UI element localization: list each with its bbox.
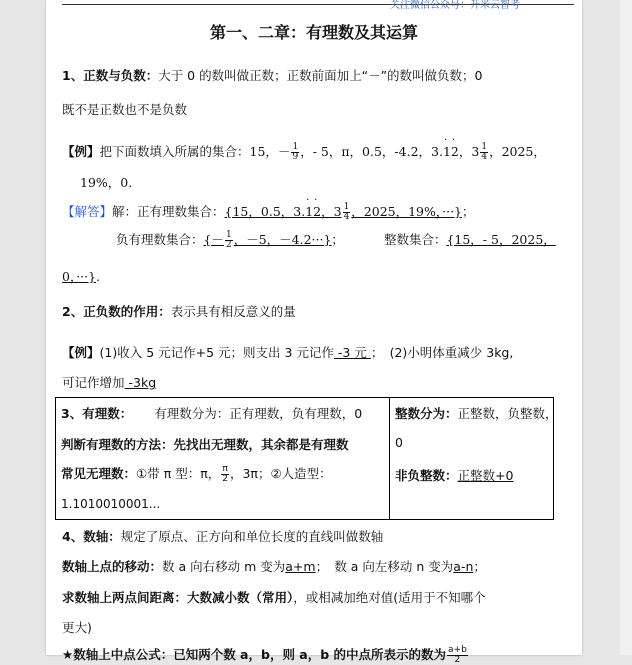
fraction-1-2 xyxy=(225,231,233,250)
box-left-line-2 xyxy=(61,435,349,453)
example-1-mid2: ，3 xyxy=(458,144,480,159)
example-2-text3: 可记作增加 xyxy=(62,375,125,390)
repeat-digit-b: · 2 xyxy=(451,144,459,159)
frac-num: π xyxy=(222,464,228,474)
frac-den: 4 xyxy=(481,152,488,162)
distance-text: ，或相减加绝对值(适用于不知哪个 xyxy=(293,590,486,605)
frac-den: 2 xyxy=(222,474,228,484)
example-2-blank2: -3kg xyxy=(124,375,157,390)
nonneg-heading: 非负整数： xyxy=(395,468,458,483)
frac-den: 4 xyxy=(343,212,350,222)
section-2-text: 表示具有相反意义的量 xyxy=(170,304,296,319)
section-2-line xyxy=(62,302,296,320)
fraction-1-9 xyxy=(291,143,299,162)
section-4-line-5 xyxy=(62,645,469,665)
box-right-line-1 xyxy=(395,404,558,422)
integer-set-end: . xyxy=(96,269,101,284)
move-a: 数 a 向右移动 m 变为 xyxy=(162,559,286,574)
box-right-line-3 xyxy=(395,466,513,484)
section-4-heading: 4、数轴： xyxy=(62,529,121,544)
example-2-label: 【例】 xyxy=(62,345,100,360)
section-1-text: 大于 0 的数叫做正数；正数前面加上“－”的数叫做负数；0 xyxy=(158,68,483,83)
section-2-heading: 2、正负数的作用： xyxy=(62,304,171,319)
box-left-line-3 xyxy=(61,464,332,484)
example-2-text1: (1)收入 5 元记作+5 元；则支出 3 元记作 xyxy=(99,345,334,360)
section-4-text: 规定了原点、正方向和单位长度的直线叫做数轴 xyxy=(120,529,384,544)
frac-num: 1 xyxy=(225,230,232,240)
box-left-line-1 xyxy=(61,404,362,422)
fraction-midpoint xyxy=(447,646,468,665)
repeat-digit-a: · 1 xyxy=(305,204,313,219)
negative-set-end: ； xyxy=(331,232,344,247)
box-right-line-2: 0 xyxy=(395,435,403,450)
example-1-text: 把下面数填入所属的集合：15， xyxy=(99,144,278,159)
positive-set xyxy=(224,202,463,222)
header-text: 关注微信公众号：升米云智考 xyxy=(390,0,520,11)
repeat-digit-b: · 2 xyxy=(313,204,321,219)
answer-1-line-3 xyxy=(62,267,100,285)
judge-heading: 判断有理数的方法： xyxy=(61,437,174,452)
example-2-line-1 xyxy=(62,343,513,361)
fraction-1-4 xyxy=(343,203,351,222)
example-2-blank1: -3 元 xyxy=(333,345,371,360)
example-1-mid: ，- 5，π，0.5，-4.2，3. xyxy=(300,144,443,159)
vertical-scrollbar[interactable] xyxy=(620,0,632,655)
fraction-1-4 xyxy=(480,143,488,162)
section-4-line-1 xyxy=(62,527,383,545)
integer-text: 正整数，负整数， xyxy=(457,406,558,421)
negative-set-a: {－ xyxy=(203,232,224,247)
section-4-line-2 xyxy=(62,557,486,575)
move-heading: 数轴上点的移动： xyxy=(62,559,163,574)
frac-den: 9 xyxy=(292,152,299,162)
answer-prefix: 解：正有理数集合： xyxy=(112,204,225,219)
frac-num: 1 xyxy=(343,202,350,212)
rational-number-table xyxy=(55,397,558,520)
negative-set xyxy=(203,230,332,250)
move-b-value: a-n xyxy=(453,559,474,574)
page-title: 第一、二章：有理数及其运算 xyxy=(209,23,418,42)
rational-text: 有理数分为：正有理数，负有理数，0 xyxy=(154,406,363,421)
header-rule xyxy=(62,0,574,11)
positive-set-c: ，2025，19%，···} xyxy=(351,204,463,219)
frac-den: 2 xyxy=(454,655,461,665)
example-2-text2: ； (2)小明体重减少 3kg, xyxy=(370,345,514,360)
integer-set-a: {15，- 5，2025， xyxy=(446,232,556,247)
section-4-line-4: 更大) xyxy=(62,620,92,635)
example-1-neg: － xyxy=(277,144,291,159)
irrational-heading: 常见无理数： xyxy=(61,466,137,481)
negative-set-prefix: 负有理数集合： xyxy=(116,232,204,247)
example-1-line-1 xyxy=(62,142,546,162)
move-end: ； xyxy=(473,559,486,574)
integer-heading: 整数分为： xyxy=(395,406,458,421)
example-1-label: 【例】 xyxy=(62,144,100,159)
fraction-pi-2 xyxy=(221,465,229,484)
positive-set-a: {15，0.5，3. xyxy=(224,204,306,219)
integer-set-prefix: 整数集合： xyxy=(383,232,447,247)
rational-heading: 3、有理数： xyxy=(61,406,133,421)
integer-set-b: 0，···} xyxy=(62,269,97,284)
document-page xyxy=(46,0,582,665)
example-1-line-2: 19%，0. xyxy=(80,175,133,190)
irrational-b: ，3π；②人造型： xyxy=(229,466,332,481)
frac-den: 2 xyxy=(225,240,232,250)
irrational-a: ①带 π 型：π， xyxy=(136,466,221,481)
positive-set-end: ； xyxy=(462,204,475,219)
section-1-line-2: 既不是正数也不是负数 xyxy=(62,102,188,117)
answer-1-line-2 xyxy=(116,230,556,250)
frac-num: a+b xyxy=(448,645,467,655)
repeat-digit-a: · 1 xyxy=(443,144,451,159)
move-a-value: a+m xyxy=(285,559,316,574)
frac-num: 1 xyxy=(292,142,299,152)
example-1-end: ，2025， xyxy=(489,144,546,159)
judge-text: 先找出无理数，其余都是有理数 xyxy=(173,437,349,452)
section-1-heading: 1、正数与负数： xyxy=(62,68,159,83)
nonneg-text: 正整数+0 xyxy=(457,468,514,483)
move-sep: ； 数 a 向左移动 n 变为 xyxy=(315,559,454,574)
answer-label: 【解答】 xyxy=(62,204,113,219)
frac-num: 1 xyxy=(481,142,488,152)
positive-set-b: ，3 xyxy=(321,204,342,219)
section-4-line-3 xyxy=(62,588,486,606)
negative-set-b: ，－5，－4.2···} xyxy=(233,232,332,247)
distance-heading: 求数轴上两点间距离：大数减小数（常用） xyxy=(62,590,294,605)
example-2-line-2 xyxy=(62,373,156,391)
answer-1-line-1 xyxy=(62,202,475,222)
midpoint-text: ★数轴上中点公式：已知两个数 a，b，则 a，b 的中点所表示的数为 xyxy=(62,647,447,662)
section-1-line-1 xyxy=(62,66,483,84)
table-divider xyxy=(389,398,390,519)
box-left-line-4: 1.1010010001... xyxy=(61,497,161,511)
